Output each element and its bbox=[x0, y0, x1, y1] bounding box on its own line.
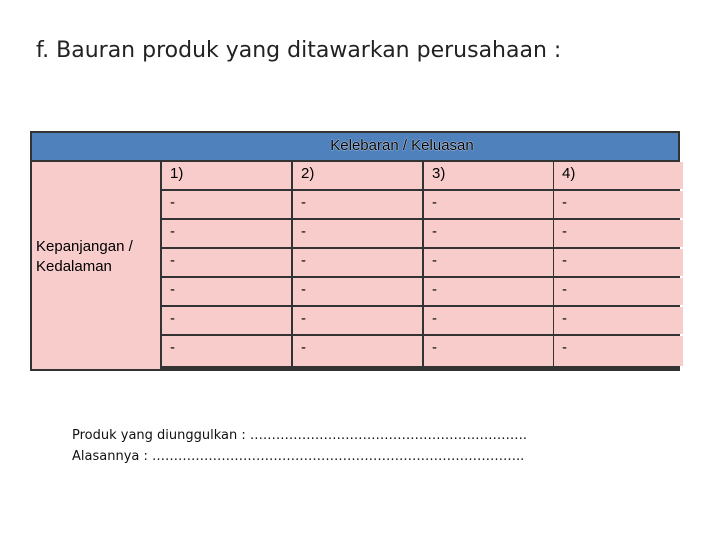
table-cell: - bbox=[554, 220, 683, 247]
table-cell: - bbox=[424, 220, 553, 247]
table-header bbox=[32, 133, 678, 160]
table-cell: - bbox=[554, 191, 683, 218]
table-cell: - bbox=[424, 249, 553, 276]
table-cell: - bbox=[293, 278, 422, 305]
product-mix-table bbox=[30, 131, 680, 371]
table-cell: - bbox=[293, 220, 422, 247]
table-cell: - bbox=[162, 307, 291, 334]
table-header-title: Kelebaran / Keluasan bbox=[330, 137, 474, 154]
table-cell: - bbox=[293, 336, 422, 366]
table-cell: - bbox=[293, 191, 422, 218]
row-axis-label bbox=[32, 162, 160, 369]
table-cell: - bbox=[554, 278, 683, 305]
page-title: f. Bauran produk yang ditawarkan perusahaan : bbox=[36, 38, 562, 63]
table-cell: - bbox=[162, 278, 291, 305]
table-cell: - bbox=[424, 191, 553, 218]
column-header-cell: 4) bbox=[554, 162, 683, 189]
notes-block bbox=[72, 425, 527, 467]
table-cell: - bbox=[554, 336, 683, 366]
column-header-cell: 2) bbox=[293, 162, 422, 189]
table-cell: - bbox=[162, 249, 291, 276]
table-cell: - bbox=[554, 249, 683, 276]
featured-product-line: Produk yang diunggulkan : ………………………………………………………. bbox=[72, 428, 528, 443]
row-axis-label-line: Kedalaman bbox=[36, 258, 112, 275]
table-cell: - bbox=[554, 307, 683, 334]
row-axis-label-line: Kepanjangan / bbox=[36, 238, 133, 255]
column-header-cell: 1) bbox=[162, 162, 291, 189]
reason-line: Alasannya : ………………………………………………………………………….. bbox=[72, 449, 525, 464]
table-cell: - bbox=[424, 278, 553, 305]
table-cell: - bbox=[424, 307, 553, 334]
table-cell: - bbox=[162, 336, 291, 366]
table-cell: - bbox=[424, 336, 553, 366]
table-cell: - bbox=[293, 307, 422, 334]
column-header-cell: 3) bbox=[424, 162, 553, 189]
table-cell: - bbox=[293, 249, 422, 276]
table-cell: - bbox=[162, 191, 291, 218]
table-cell: - bbox=[162, 220, 291, 247]
